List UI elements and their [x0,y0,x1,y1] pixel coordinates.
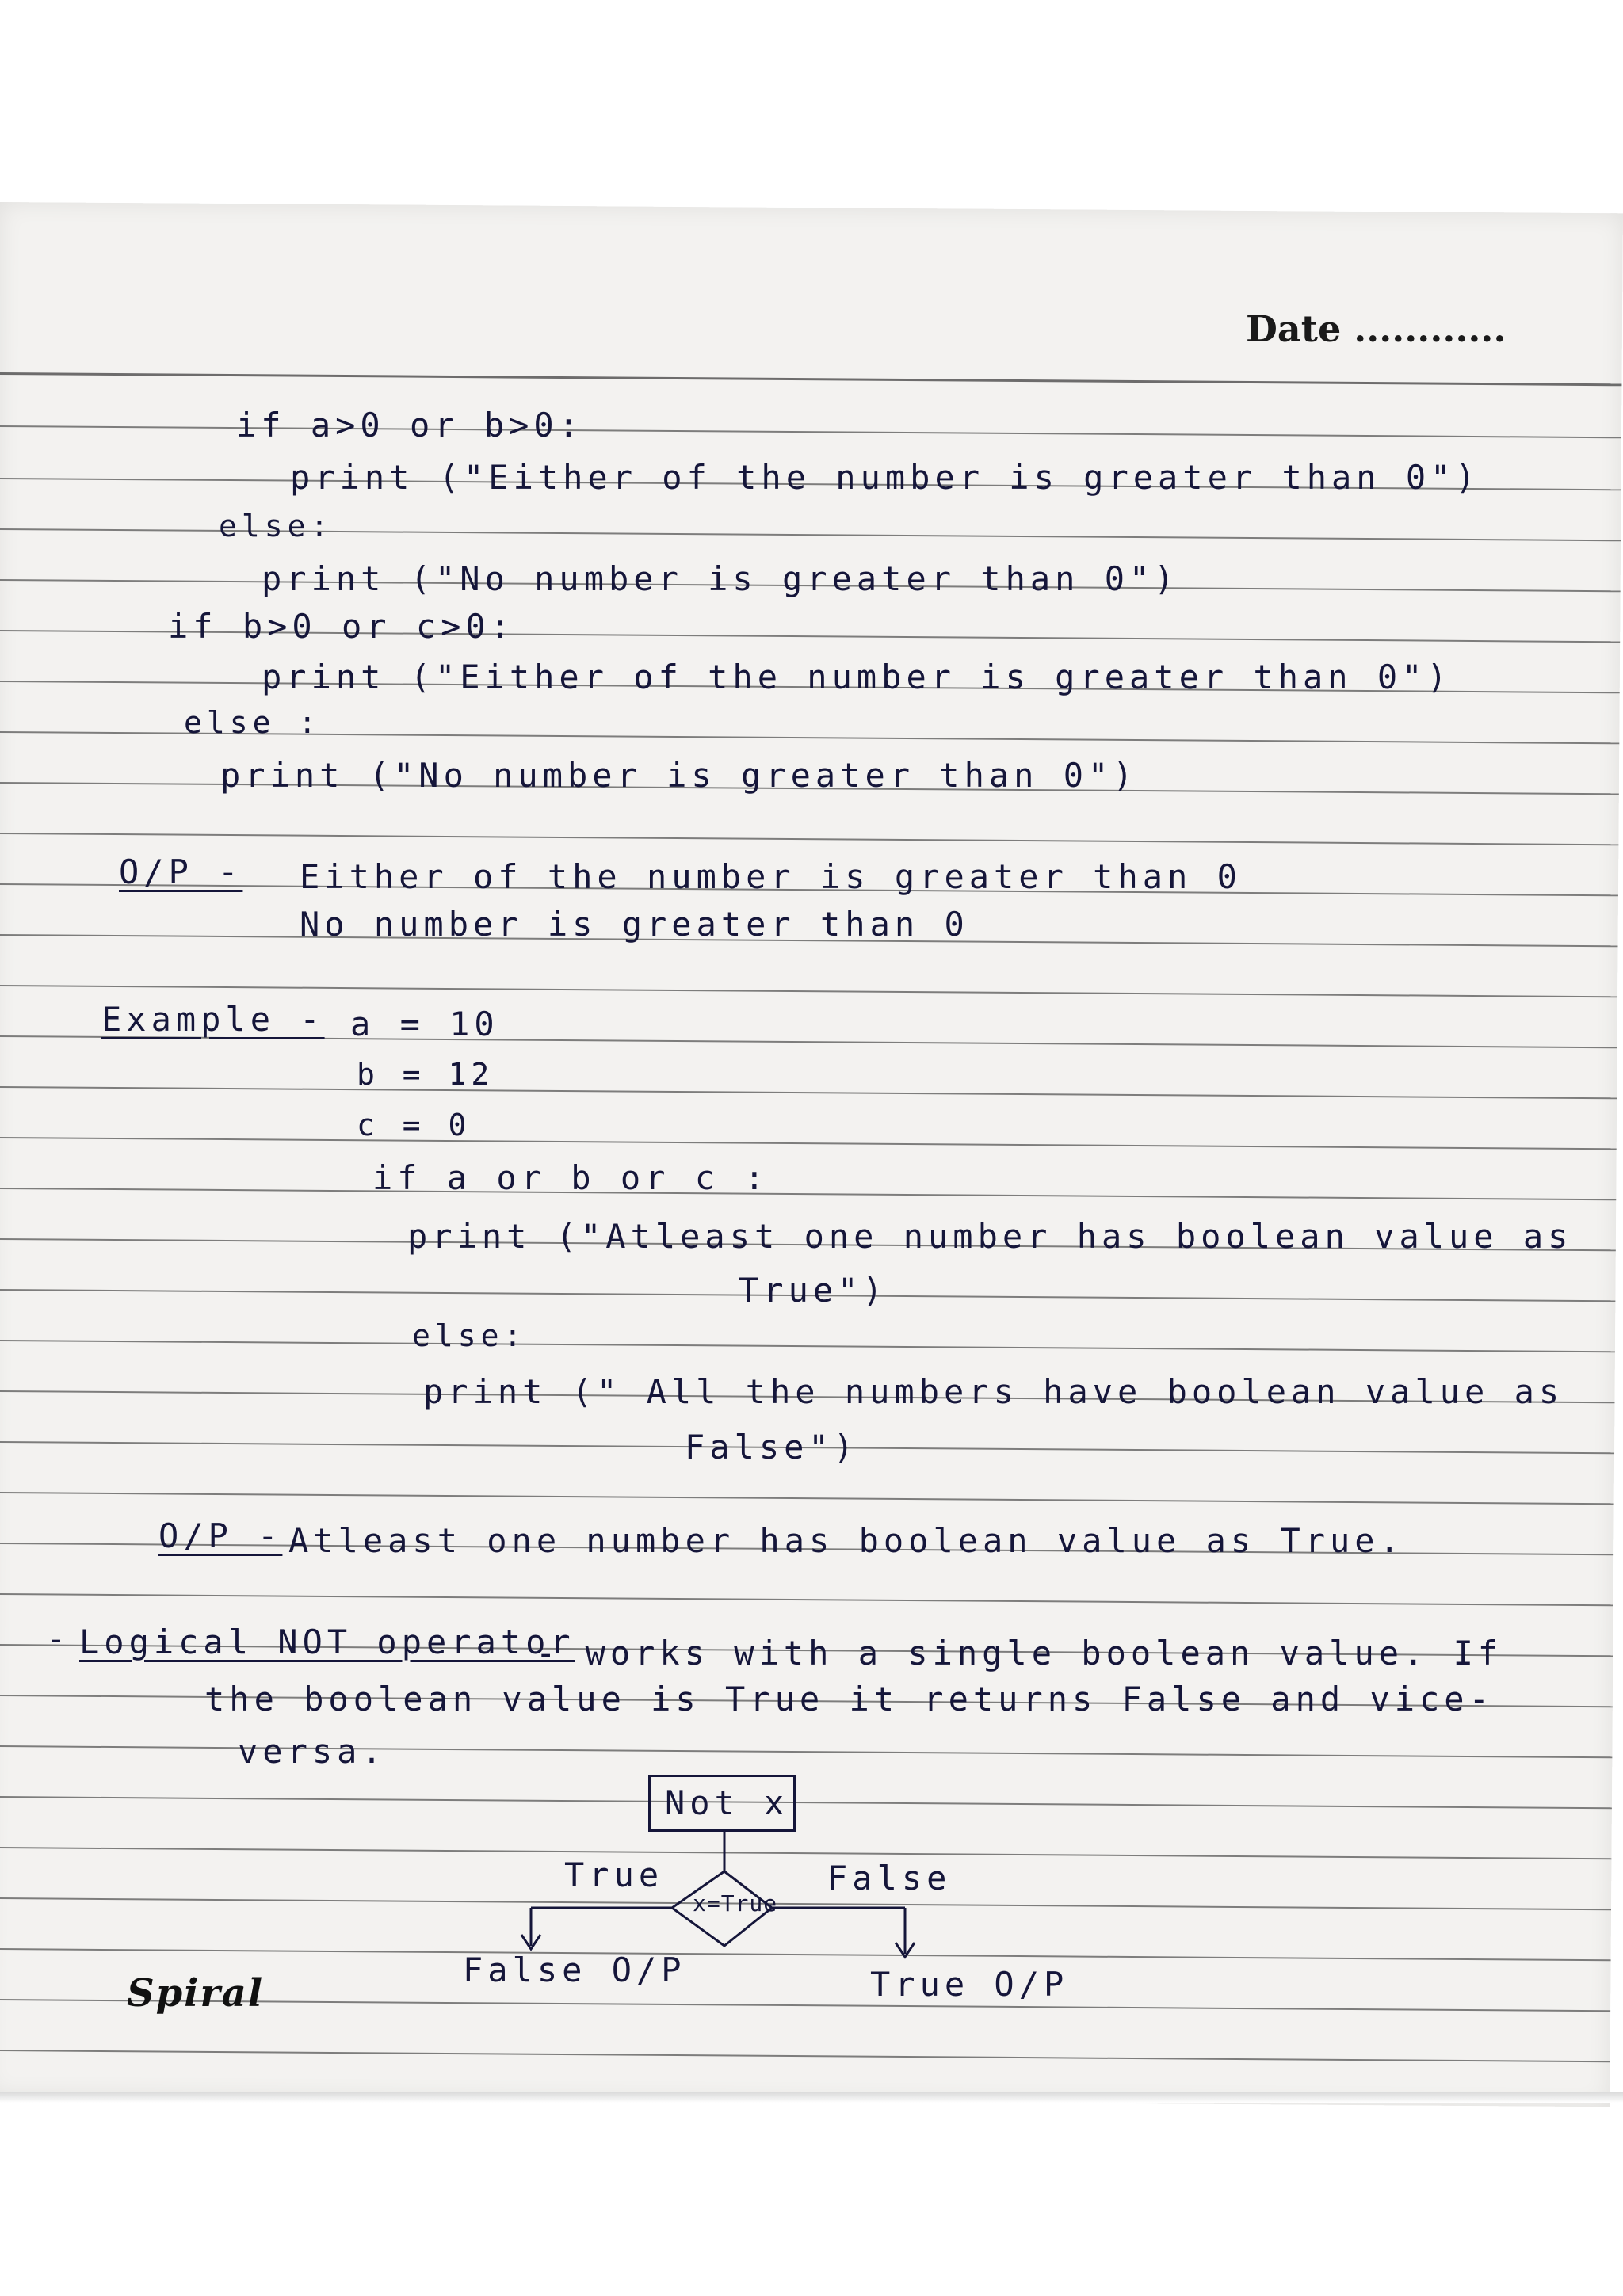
ruled-line [0,1796,1612,1809]
code-line: if b>0 or c>0: [168,607,516,646]
diamond-label: x=True [693,1890,778,1917]
date-label: Date ............ [1246,307,1507,350]
output-line: No number is greater than 0 [300,905,969,944]
ruled-line [0,1188,1616,1200]
body-line: versa. [238,1732,387,1771]
example-label: Example - [101,1000,325,1039]
true-branch-label: True [564,1855,664,1894]
code-line: print ("Either of the number is greater than 0") [290,458,1480,497]
output-label: O/P - [119,852,243,891]
body-line: the boolean value is True it returns False and vice- [204,1680,1494,1718]
ruled-line [0,1847,1611,1859]
ruled-line [0,1340,1615,1352]
example-line: if a or b or c : [372,1158,769,1197]
example-line: print (" All the numbers have boolean value as [423,1372,1564,1411]
ruled-line [0,1897,1611,1910]
ruled-line [0,985,1617,997]
header-rule [0,372,1621,386]
code-line: else : [184,705,322,740]
ruled-line [0,1137,1617,1150]
code-line: print ("Either of the number is greater than 0") [262,658,1452,696]
brand-logo: Spiral [127,1971,265,2016]
example-line: a = 10 [350,1005,499,1043]
false-branch-label: False [827,1859,952,1897]
bullet-dash: - [46,1619,71,1658]
ruled-line [0,1086,1617,1099]
output-line: Atleast one number has boolean value as True. [288,1521,1404,1560]
output-label: O/P - [158,1516,283,1555]
page-edge-shadow [0,2092,1623,2103]
true-output-label: True O/P [870,1965,1069,2004]
code-line: print ("No number is greater than 0") [262,559,1179,598]
ruled-line [0,2050,1610,2062]
ruled-line [0,833,1618,845]
example-line: c = 0 [357,1108,472,1142]
ruled-line [0,1593,1613,1606]
example-line: else: [412,1318,527,1353]
ruled-line [0,1492,1614,1505]
example-line: True") [739,1271,888,1310]
not-x-box [648,1775,796,1832]
output-line: Either of the number is greater than 0 [300,857,1242,896]
body-line: - works with a single boolean value. If [536,1634,1503,1672]
example-line: False") [685,1428,859,1466]
example-line: print ("Atleast one number has boolean value as [407,1217,1573,1256]
section-title: Logical NOT operator [79,1623,575,1661]
false-output-label: False O/P [463,1951,686,1989]
ruled-line [0,1948,1611,1961]
not-x-label: Not x [665,1783,789,1822]
code-line: if a>0 or b>0: [236,406,584,444]
code-line: else: [219,509,334,543]
code-line: print ("No number is greater than 0") [220,756,1138,795]
example-line: b = 12 [357,1057,495,1092]
